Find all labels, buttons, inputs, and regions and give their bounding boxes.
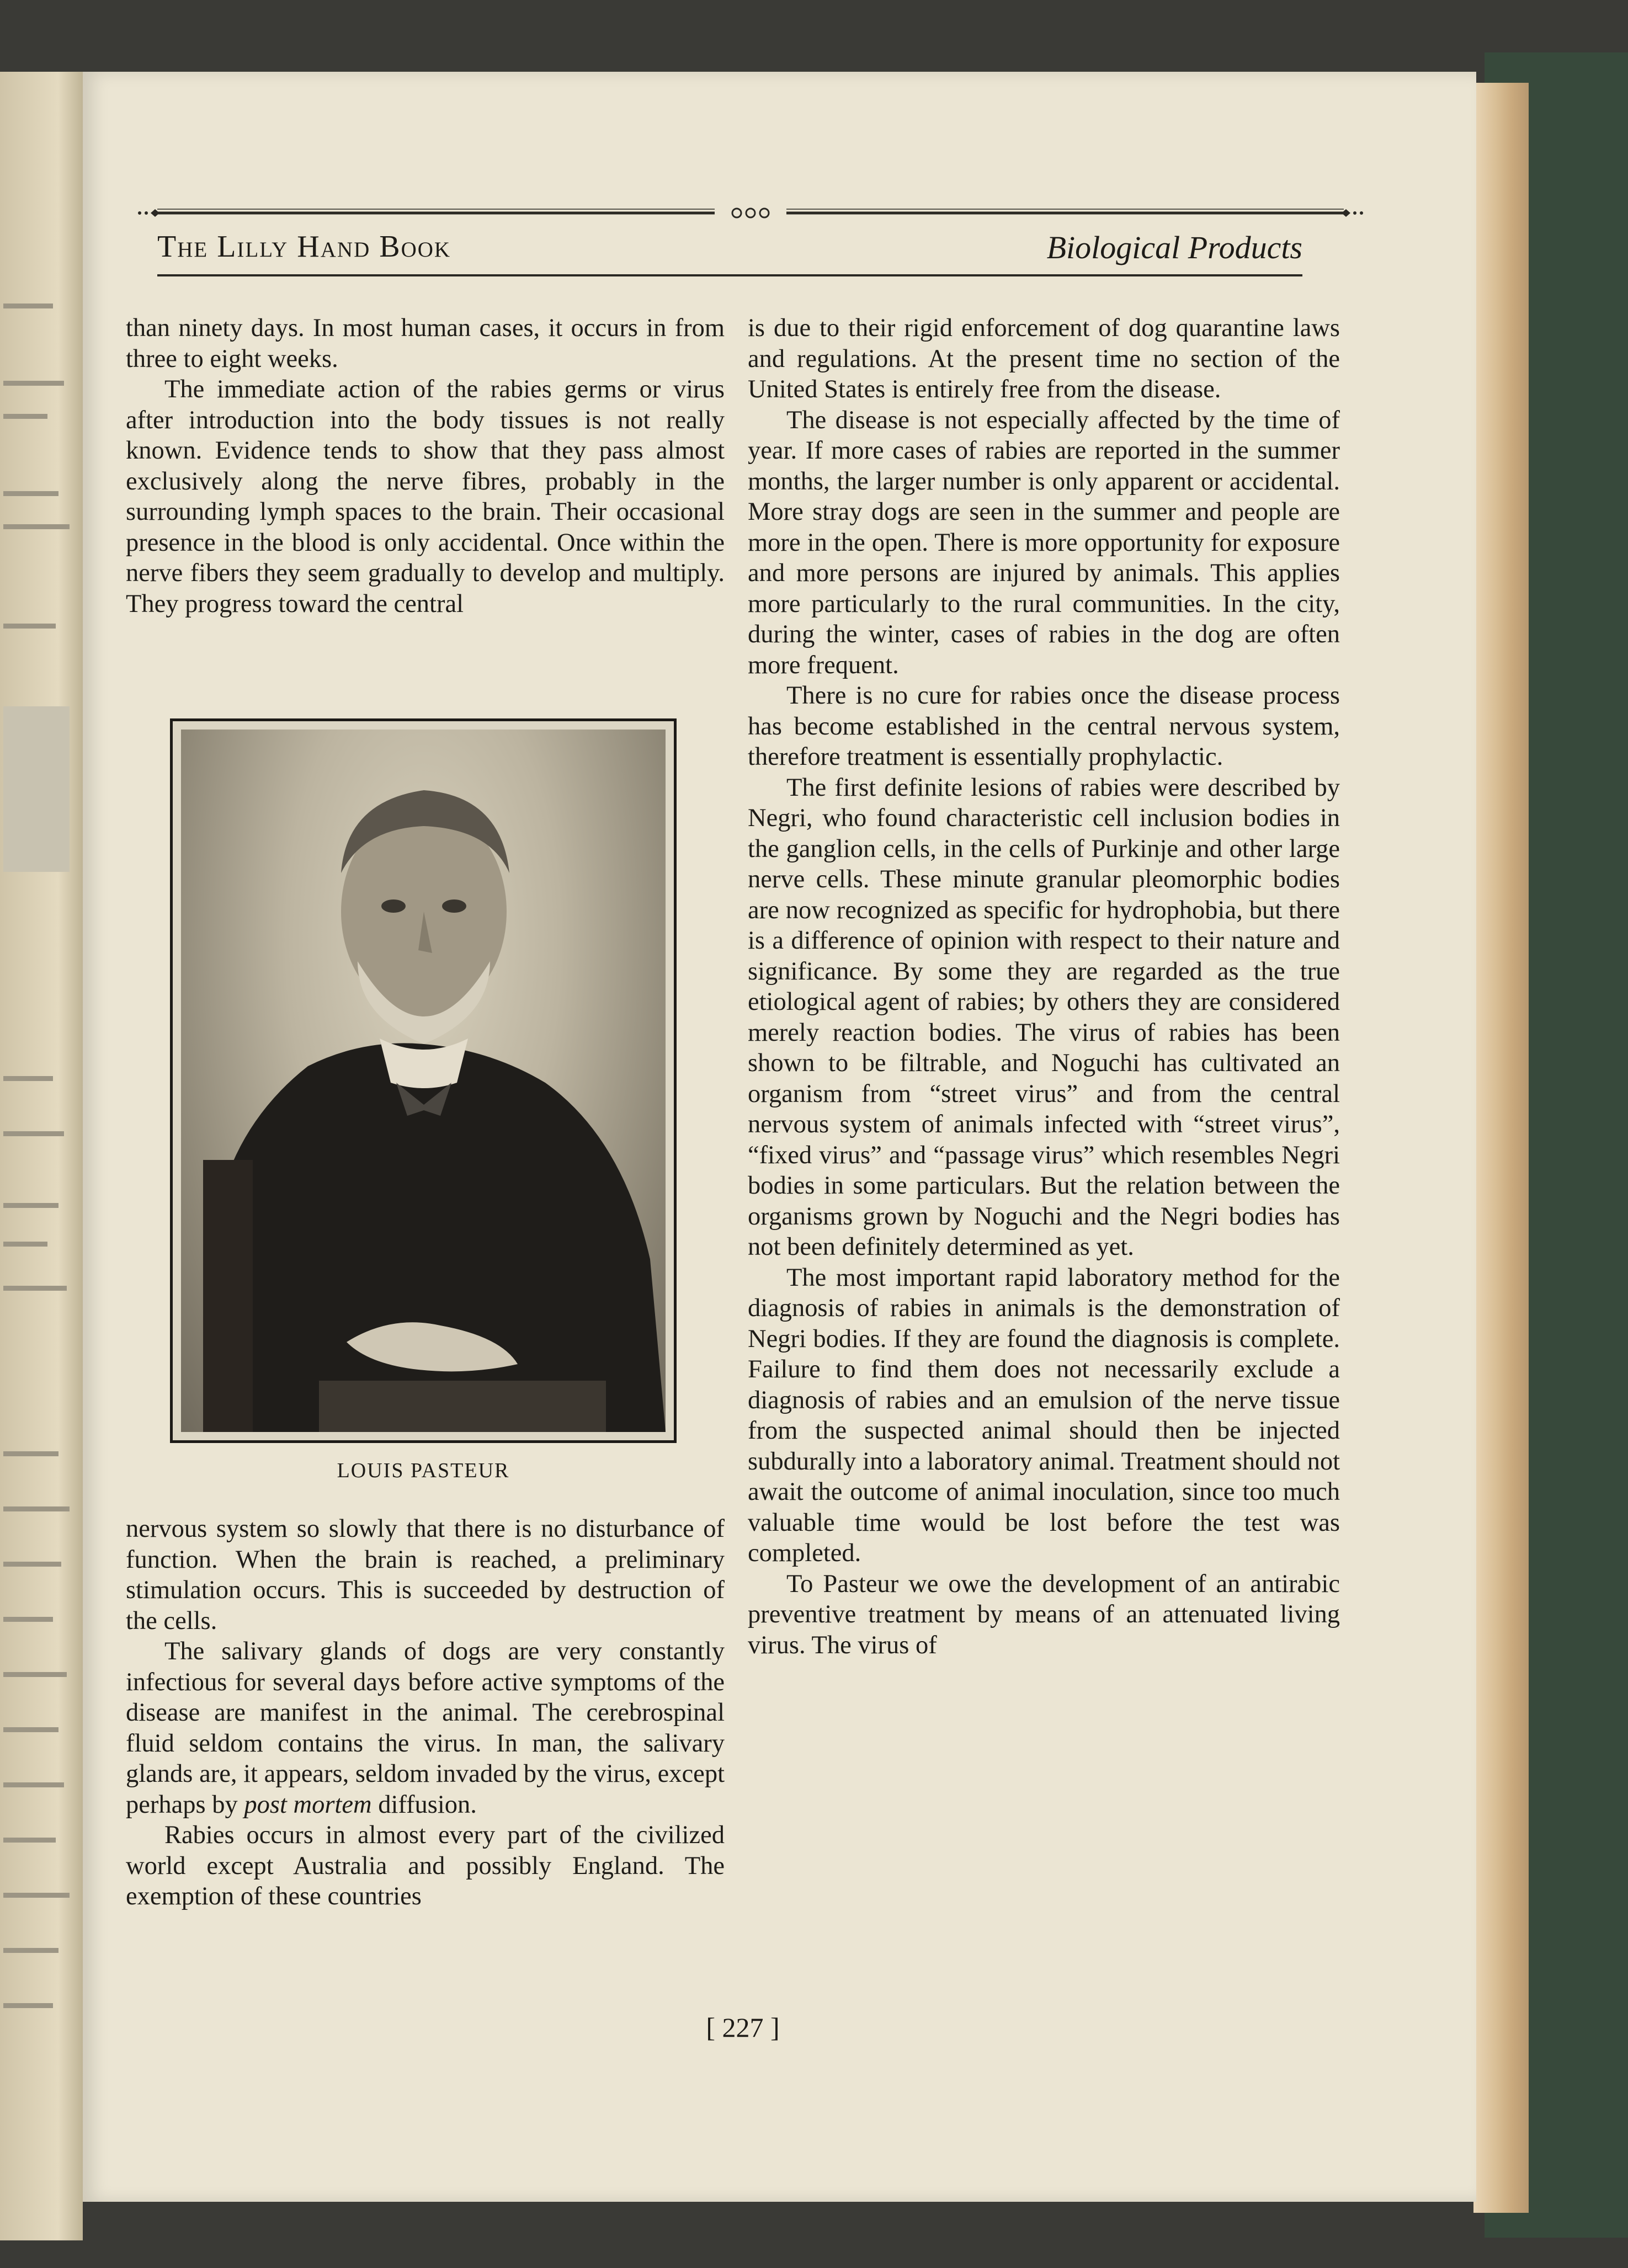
left-column-bottom bbox=[126, 1514, 725, 1912]
portrait-figure bbox=[170, 718, 677, 1443]
header-underline bbox=[157, 274, 1302, 276]
paragraph: There is no cure for rabies once the disease process has become established in the central nervous system, therefore treatment is essentially prophylactic. bbox=[748, 682, 1340, 771]
paragraph bbox=[126, 1636, 725, 1820]
paragraph: Rabies occurs in almost every part of the civilized world except Australia and possibly England. The exemption of these countries bbox=[126, 1821, 725, 1910]
paragraph: than ninety days. In most human cases, it occurs in from three to eight weeks. bbox=[126, 314, 725, 373]
facing-page-fragment bbox=[0, 72, 83, 2240]
running-header bbox=[157, 229, 1302, 273]
right-column bbox=[748, 313, 1340, 1660]
paragraph-text: The salivary glands of dogs are very constantly infectious for several days before active symptoms of the disease are manifest in the animal. The cerebrospinal fluid seldom contains the virus. In man, the salivary glands are, it appears, seldom invaded by the virus, except perhaps by bbox=[126, 1637, 725, 1819]
paragraph: The disease is not especially affected by the time of year. If more cases of rabies are reported in the summer months, the larger number is only apparent or accidental. More stray dogs are seen in the summer and people are more in the open. There is more opportunity for exposure and more persons are injured by animals. This applies more particularly to the rural communities. In the city, during the winter, cases of rabies in the dog are often more frequent. bbox=[748, 406, 1340, 679]
left-column-top bbox=[126, 313, 725, 619]
section-title: Biological Products bbox=[1046, 230, 1302, 265]
page-number: [ 227 ] bbox=[706, 2012, 780, 2043]
paragraph: To Pasteur we owe the development of an antirabic preventive treatment by means of an attenuated living virus. The virus of bbox=[748, 1569, 1340, 1659]
paragraph: is due to their rigid enforcement of dog quarantine laws and regulations. At the present time no section of the United States is entirely free from the disease. bbox=[748, 314, 1340, 403]
portrait-photo-icon bbox=[181, 730, 666, 1432]
italic-term: post mortem bbox=[244, 1790, 372, 1819]
page-block-edge bbox=[1473, 83, 1529, 2213]
paragraph: The most important rapid laboratory method for the diagnosis of rabies in animals is the demonstration of Negri bodies. If they are found the diagnosis is complete. Failure to find them does not necessarily exclude a diagnosis of rabies and an emulsion of the nerve tissue from the suspected animal should then be injected subdurally into a laboratory animal. Treatment should not await the outcome of animal inoculation, since too much valuable time would be lost before the test was completed. bbox=[748, 1263, 1340, 1567]
paragraph: nervous system so slowly that there is no disturbance of function. When the brain is reached, a preliminary stimulation occurs. This is succeeded by destruction of the cells. bbox=[126, 1515, 725, 1635]
paragraph: The first definite lesions of rabies were described by Negri, who found characteristic cell inclusion bodies in the ganglion cells, in the cells of Purkinje and other large nerve cells. These minute granular pleomorphic bodies are now recognized as specific for hydrophobia, but there is a difference of opinion with respect to their nature and significance. By some they are regarded as the true etiological agent of rabies; by others they are considered merely reaction bodies. The virus of rabies has been shown to be filtrable, and Noguchi has cultivated an organism from “street virus” and from the central nervous system of animals infected with “street virus”, “fixed virus” and “passage virus” which resembles Negri bodies in some particulars. But the relation between the organisms grown by Noguchi and the Negri bodies has not been definitely determined as yet. bbox=[748, 773, 1340, 1261]
paragraph-text: diffusion. bbox=[378, 1790, 477, 1819]
paragraph: The immediate action of the rabies germs or virus after introduction into the body tissues is not really known. Evidence tends to show that they pass almost exclusively along the nerve fibres, probably in the surrounding lymph spaces to the brain. Their occasional presence in the blood is only accidental. Once within the nerve fibers they seem gradually to develop and multiply. They progress toward the central bbox=[126, 375, 725, 618]
ornamental-header-rule bbox=[135, 207, 1366, 219]
book-title: The Lilly Hand Book bbox=[157, 230, 451, 264]
figure-caption: LOUIS PASTEUR bbox=[337, 1459, 510, 1482]
